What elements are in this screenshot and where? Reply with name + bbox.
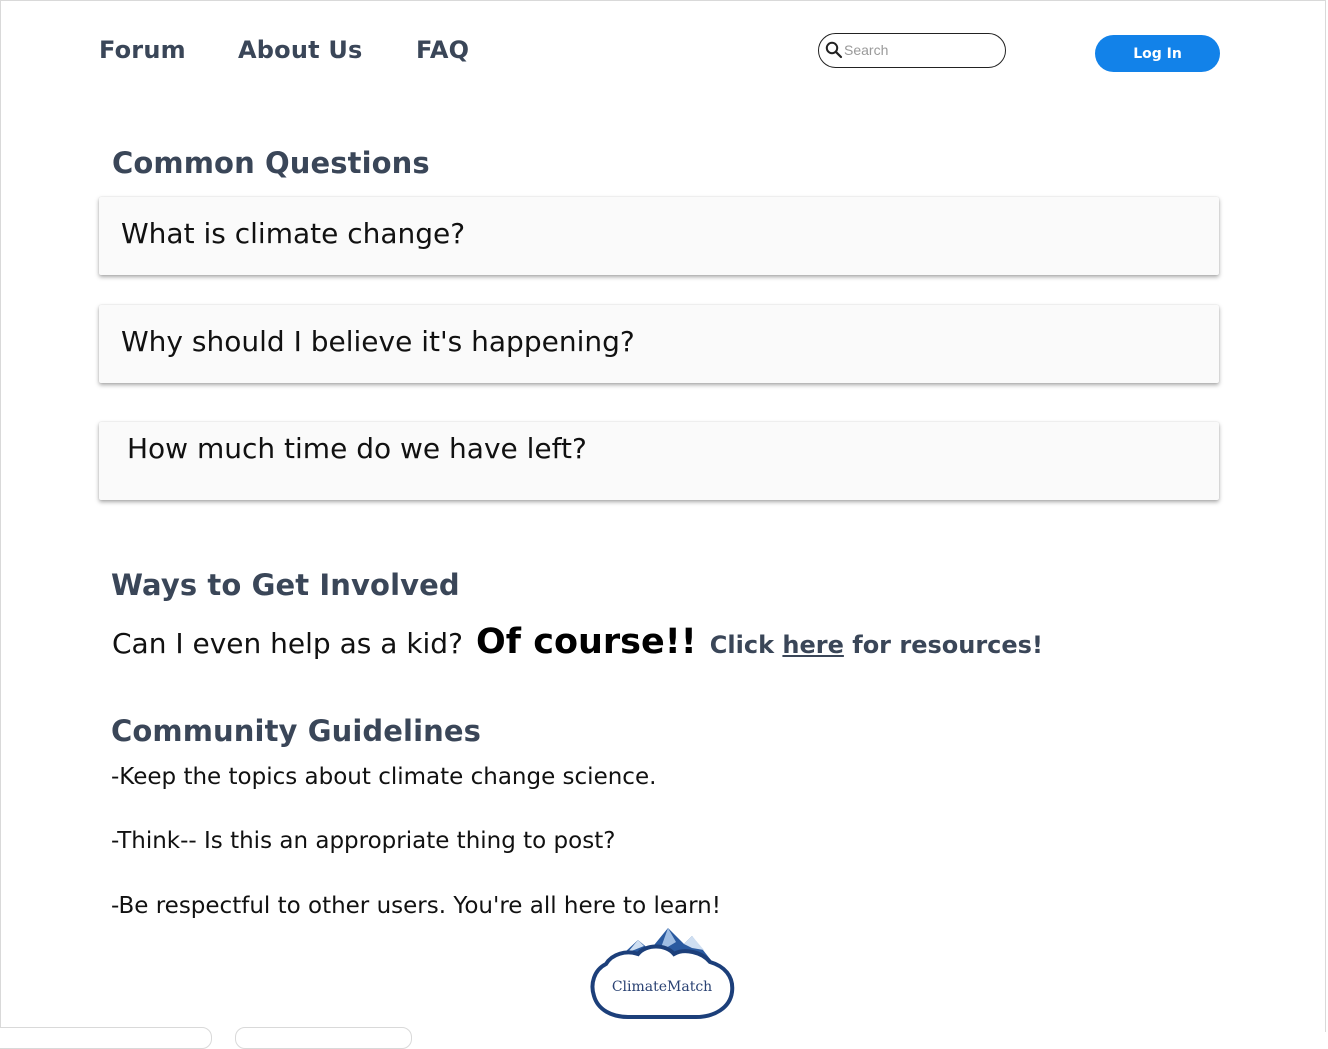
search-input[interactable] xyxy=(844,39,994,61)
search-icon xyxy=(825,41,843,59)
get-involved-line xyxy=(112,622,1043,662)
faq-card-believe-happening[interactable] xyxy=(99,305,1219,383)
get-involved-heading: Ways to Get Involved xyxy=(111,568,460,602)
faq-question-label: Why should I believe it's happening? xyxy=(121,325,635,358)
guideline-item: -Think-- Is this an appropriate thing to post? xyxy=(111,828,616,854)
nav-link-faq[interactable]: FAQ xyxy=(416,36,470,64)
community-guidelines-heading: Community Guidelines xyxy=(111,714,482,748)
faq-card-climate-change[interactable] xyxy=(99,197,1219,275)
faq-card-time-left[interactable] xyxy=(99,422,1219,500)
click-prefix: Click xyxy=(709,631,775,659)
involved-resources-text xyxy=(710,631,1043,659)
resources-here-link[interactable]: here xyxy=(782,631,844,659)
involved-question: Can I even help as a kid? xyxy=(112,627,463,660)
search-box[interactable] xyxy=(818,33,1006,68)
mountain-cloud-logo-icon xyxy=(588,926,736,1020)
common-questions-heading: Common Questions xyxy=(112,146,430,180)
bottom-tab[interactable] xyxy=(235,1027,412,1049)
logo-text: ClimateMatch xyxy=(611,979,713,995)
faq-question-label: What is climate change? xyxy=(121,217,466,250)
guideline-item: -Be respectful to other users. You're all here to learn! xyxy=(111,893,721,919)
login-button[interactable]: Log In xyxy=(1095,35,1220,72)
nav-link-forum[interactable]: Forum xyxy=(99,36,186,64)
faq-question-label: How much time do we have left? xyxy=(127,432,587,465)
nav-link-about-us[interactable]: About Us xyxy=(238,36,363,64)
guideline-item: -Keep the topics about climate change science. xyxy=(111,764,657,790)
involved-emphasis: Of course!! xyxy=(476,622,697,662)
climatematch-logo[interactable] xyxy=(588,926,736,1020)
click-suffix: for resources! xyxy=(852,631,1043,659)
bottom-tab[interactable] xyxy=(0,1027,212,1049)
